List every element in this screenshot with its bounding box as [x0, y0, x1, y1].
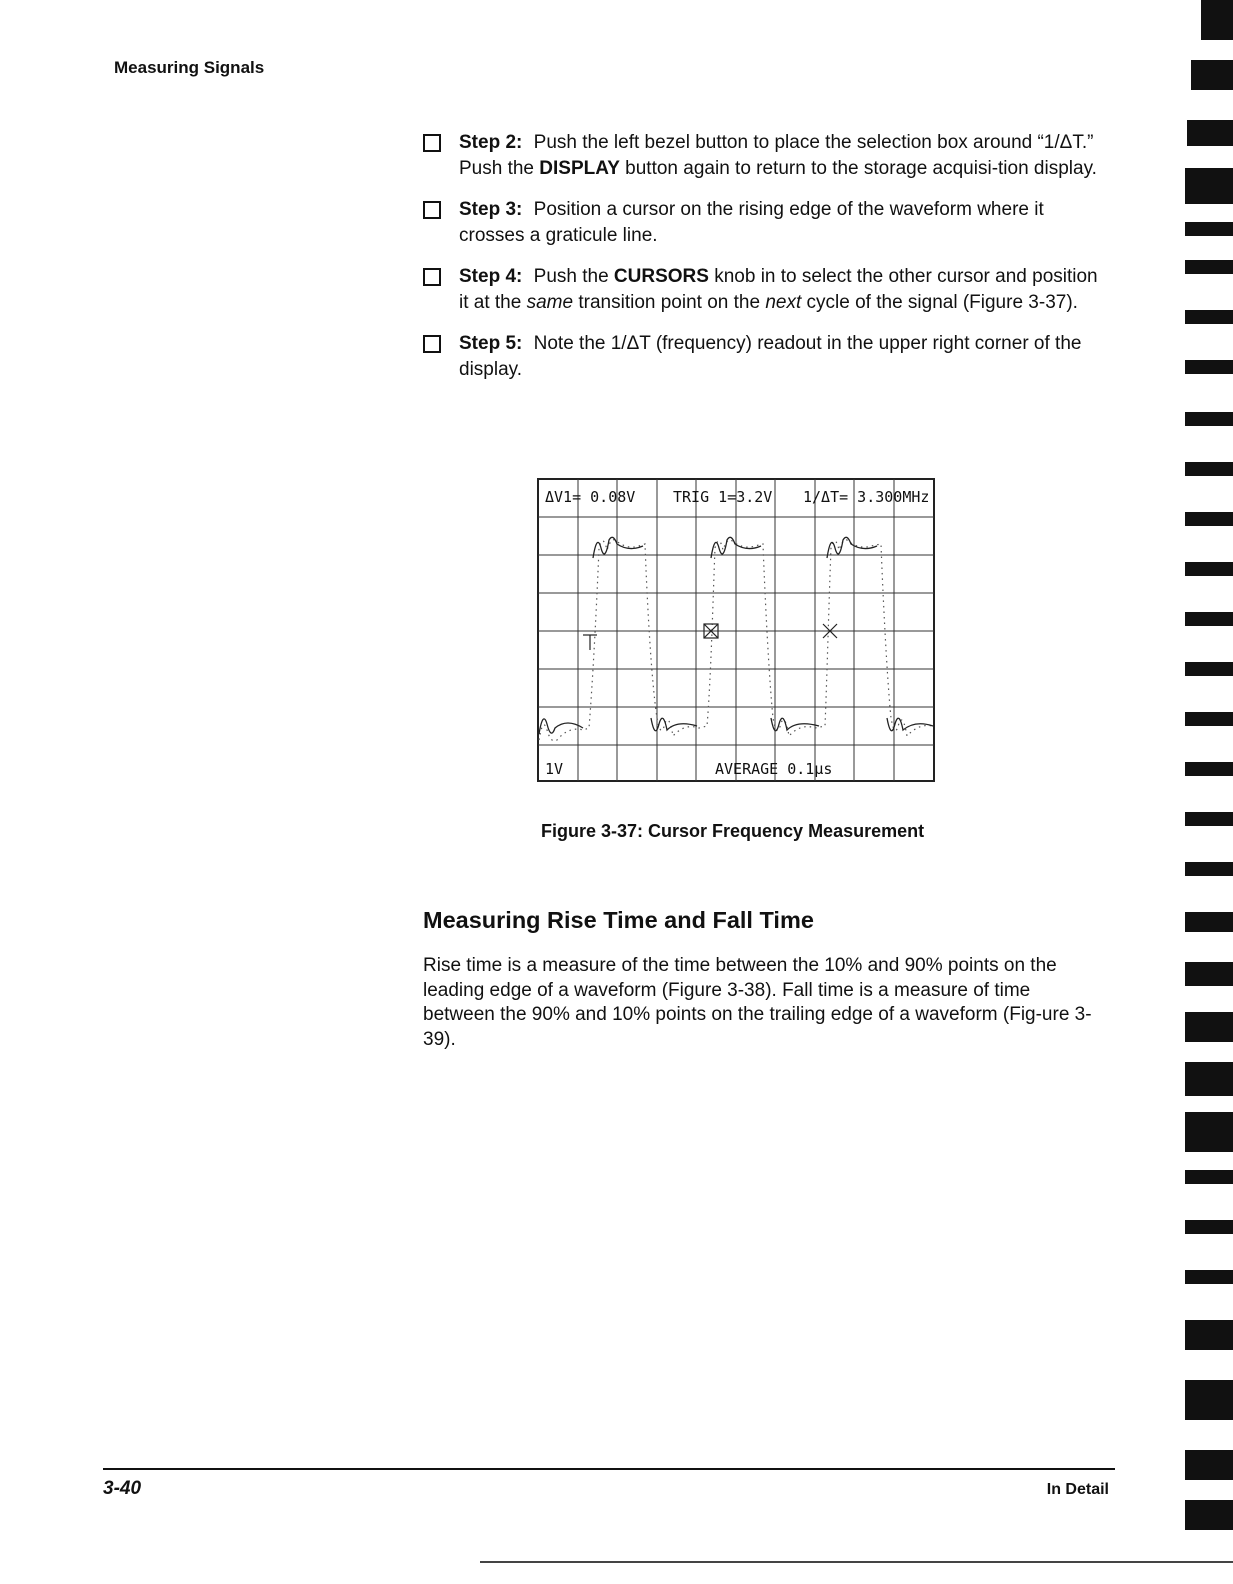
step-3	[423, 197, 1103, 248]
step-text: Push the CURSORS knob in to select the other cursor and position it at the same transition point on the next cycle of the signal (Figure 3-37).	[459, 266, 1098, 313]
footer-rule	[103, 1468, 1115, 1470]
section-body: Rise time is a measure of the time between the 10% and 90% points on the leading edge of a waveform (Figure 3-38). Fall time is a measure of time between the 90% and 10% points on the trailing edge of a waveform (Fig-ure 3-39).	[423, 955, 1092, 1050]
page-number: 3-40	[103, 1478, 142, 1499]
step-text: Position a cursor on the rising edge of the waveform where it crosses a graticule line.	[459, 199, 1044, 246]
readout-frequency: 1/ΔT= 3.300MHz	[803, 488, 930, 506]
step-label: Step 4:	[459, 266, 523, 287]
thumb-index-edge	[1173, 0, 1233, 1584]
checkbox-icon[interactable]	[423, 134, 441, 152]
figure-caption: Figure 3-37: Cursor Frequency Measurement	[541, 821, 925, 841]
step-4	[423, 264, 1103, 315]
running-head: Measuring Signals	[114, 58, 265, 77]
step-label: Step 5:	[459, 333, 523, 354]
step-list	[423, 130, 1103, 398]
step-label: Step 2:	[459, 132, 523, 153]
footer-section-name: In Detail	[1046, 1481, 1109, 1498]
checkbox-icon[interactable]	[423, 201, 441, 219]
oscilloscope-figure	[537, 478, 937, 789]
readout-volts-per-div: 1V	[545, 760, 564, 778]
step-2	[423, 130, 1103, 181]
readout-trigger: TRIG 1=3.2V	[673, 488, 773, 506]
section-title: Measuring Rise Time and Fall Time	[423, 907, 814, 933]
scan-artifact-line	[480, 1561, 1233, 1563]
readout-acquisition: AVERAGE 0.1µs	[715, 760, 833, 778]
thumb-tabs	[1185, 0, 1233, 1530]
readout-delta-v: ΔV1= 0.08V	[545, 488, 636, 506]
step-text: Note the 1/ΔT (frequency) readout in the upper right corner of the display.	[459, 333, 1082, 380]
step-5	[423, 331, 1103, 382]
step-label: Step 3:	[459, 199, 523, 220]
checkbox-icon[interactable]	[423, 268, 441, 286]
step-text: Push the left bezel button to place the selection box around “1/ΔT.” Push the DISPLAY button again to return to the storage acquisi-tion display.	[459, 132, 1097, 179]
oscilloscope-screen	[537, 478, 937, 784]
checkbox-icon[interactable]	[423, 335, 441, 353]
